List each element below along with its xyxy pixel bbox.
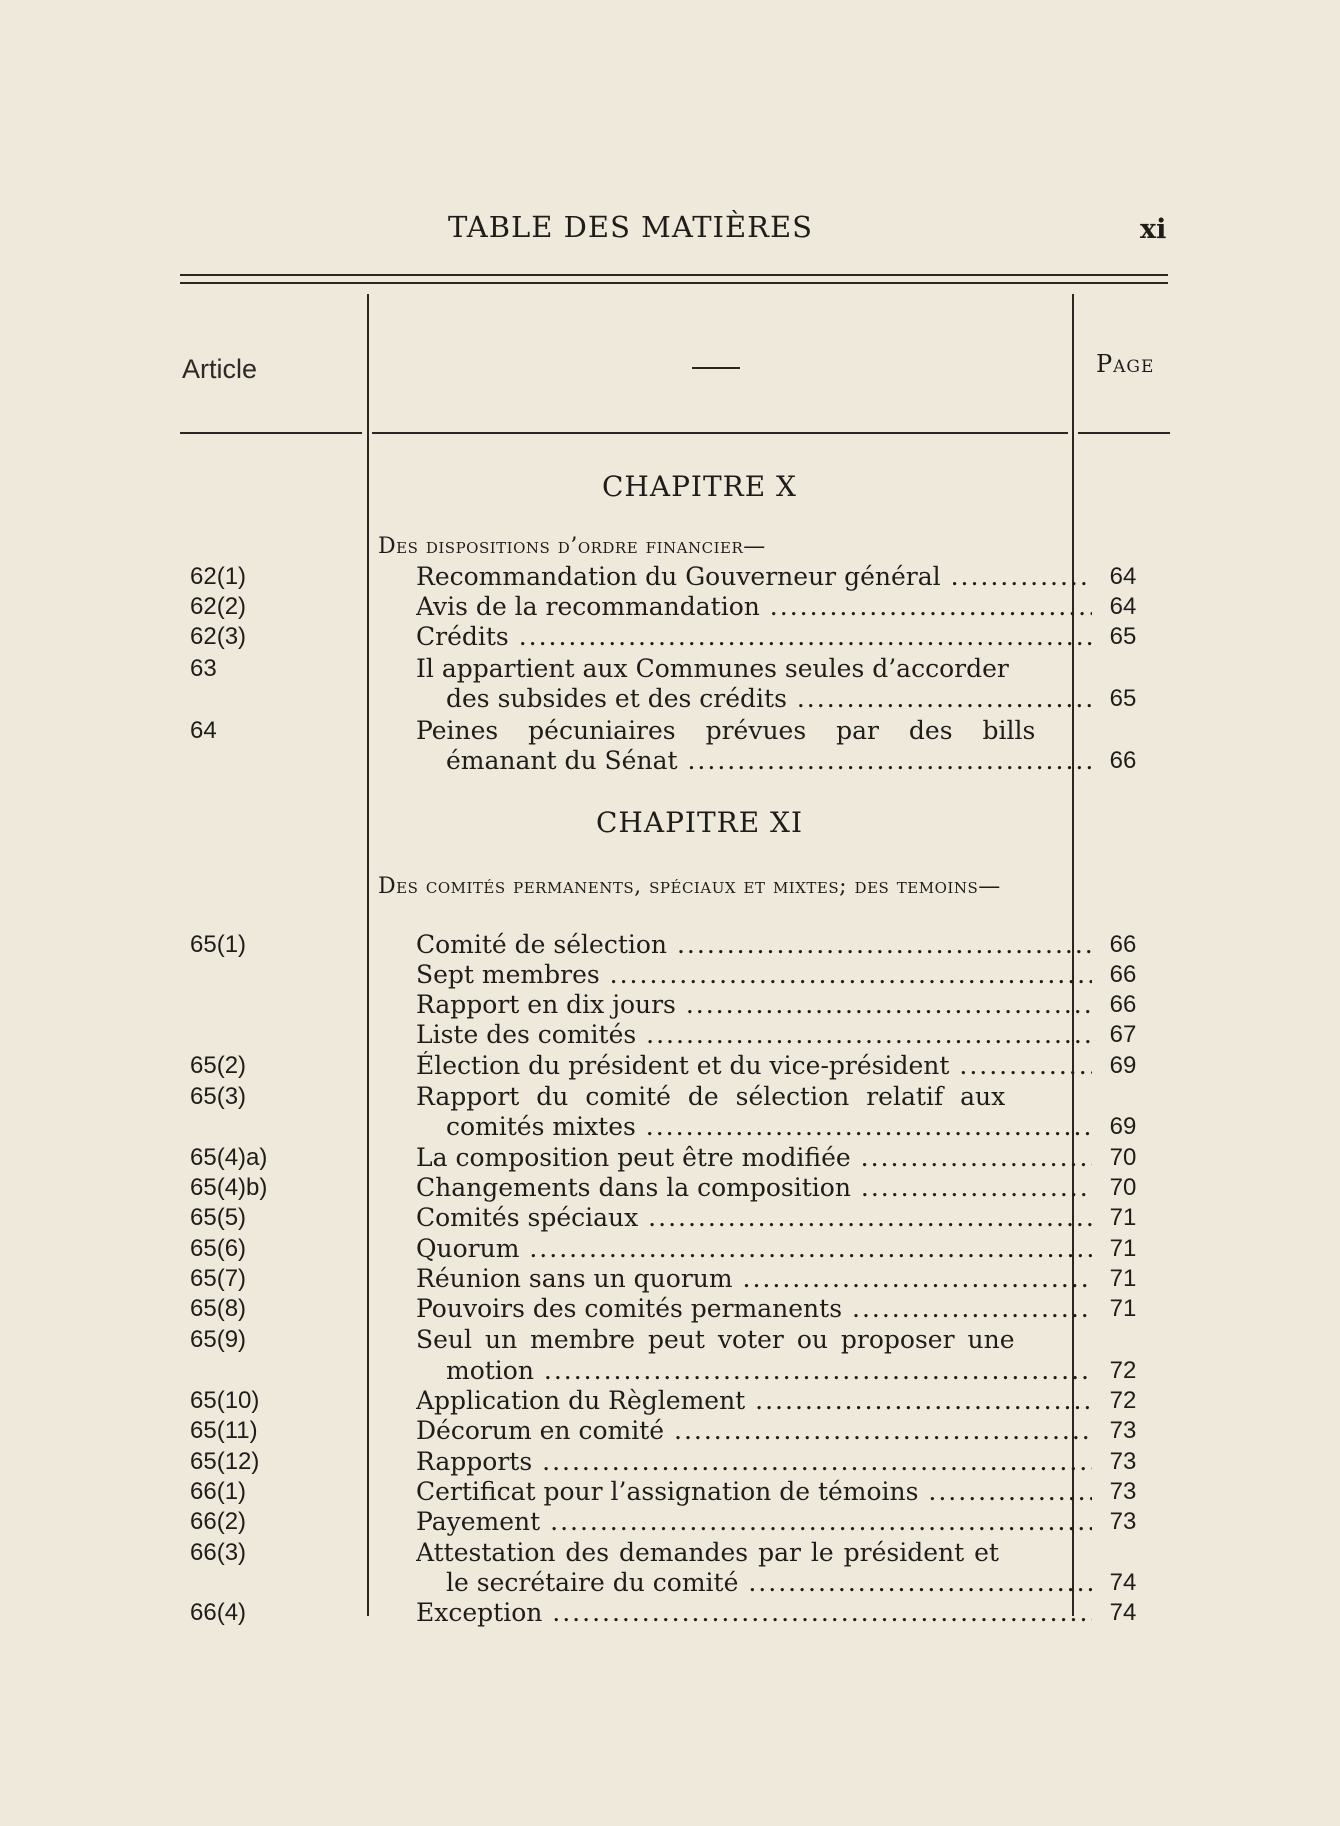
toc-row: [180, 622, 1170, 652]
page-number: 72: [1109, 1387, 1137, 1414]
article-number: 66(4): [190, 1599, 247, 1626]
entry-text: émanant du Sénat .....: [446, 746, 1092, 776]
page-number: 71: [1109, 1295, 1137, 1322]
toc-row: [180, 1568, 1170, 1598]
toc-row: [180, 1356, 1170, 1386]
toc-row: [180, 562, 1170, 592]
page-number: 66: [1109, 931, 1137, 958]
entry-text: Sept membres .....: [416, 960, 1092, 990]
page-number: 65: [1109, 685, 1137, 712]
page-number: 66: [1109, 747, 1137, 774]
entry-text: La composition peut être modifiée .....: [416, 1143, 1092, 1173]
article-number: 64: [190, 717, 217, 744]
toc-row: [180, 746, 1170, 776]
toc-row: [180, 716, 1170, 746]
page-number: 64: [1109, 593, 1137, 620]
toc-row: [180, 960, 1170, 990]
article-number: 65(9): [190, 1326, 247, 1353]
toc-row: [180, 592, 1170, 622]
page-number: 74: [1109, 1599, 1137, 1626]
entry-text: comités mixtes .....: [446, 1112, 1092, 1142]
entry-text: Payement .....: [416, 1507, 1092, 1537]
page-number: 71: [1109, 1235, 1137, 1262]
page-number: 71: [1109, 1265, 1137, 1292]
toc-row: [180, 684, 1170, 714]
article-number: 66(3): [190, 1539, 247, 1566]
header-rule-page: [1078, 432, 1170, 434]
toc-row: [180, 1386, 1170, 1416]
entry-text: motion .....: [446, 1356, 1092, 1386]
running-head: TABLE DES MATIÈRES: [448, 210, 814, 244]
article-number: 66(2): [190, 1508, 247, 1535]
toc-row: [180, 1020, 1170, 1050]
article-number: 65(8): [190, 1295, 247, 1322]
entry-text: Certificat pour l’assignation de témoins .....: [416, 1477, 1092, 1507]
article-number: 65(4)b): [190, 1174, 268, 1201]
entry-text: Rapport du comité de sélection relatif aux: [416, 1082, 1006, 1111]
page-number: 72: [1109, 1357, 1137, 1384]
toc-row: [180, 1507, 1170, 1537]
entry-text: Attestation des demandes par le président et: [416, 1538, 999, 1567]
entry-text: Crédits .....: [416, 622, 1092, 652]
entry-text: Rapports .....: [416, 1447, 1092, 1477]
toc-row: [180, 1477, 1170, 1507]
entry-text: Décorum en comité .....: [416, 1416, 1092, 1446]
entry-text: Liste des comités .....: [416, 1020, 1092, 1050]
entry-text: Réunion sans un quorum .....: [416, 1264, 1092, 1294]
page-number: 71: [1109, 1204, 1137, 1231]
page-number: 73: [1109, 1508, 1137, 1535]
toc-row: [180, 1294, 1170, 1324]
toc-row: [180, 1325, 1170, 1355]
toc-row: [180, 1598, 1170, 1628]
page-number: 73: [1109, 1448, 1137, 1475]
page-number: 70: [1109, 1174, 1137, 1201]
entry-text: Rapport en dix jours .....: [416, 990, 1092, 1020]
page-number: 66: [1109, 961, 1137, 988]
toc-row: [180, 1234, 1170, 1264]
article-number: 65(11): [190, 1417, 258, 1444]
column-header-dash: [692, 367, 740, 369]
article-number: 65(6): [190, 1235, 247, 1262]
column-header-page: Page: [1096, 350, 1155, 378]
toc-row: [180, 1264, 1170, 1294]
article-number: 62(3): [190, 623, 247, 650]
entry-text: Recommandation du Gouverneur général .....: [416, 562, 1092, 592]
article-number: 62(2): [190, 593, 247, 620]
entry-text: Changements dans la composition .....: [416, 1173, 1092, 1203]
page-number: 64: [1109, 563, 1137, 590]
entry-text: Comité de sélection .....: [416, 930, 1092, 960]
entry-text: Application du Règlement .....: [416, 1386, 1092, 1416]
chapter-title: CHAPITRE X: [602, 470, 797, 503]
page-folio: xi: [1140, 214, 1167, 245]
entry-text: Élection du président et du vice-président .....: [416, 1051, 1092, 1081]
toc-row: [180, 1416, 1170, 1446]
toc-row: [180, 1051, 1170, 1081]
article-number: 65(5): [190, 1204, 247, 1231]
article-number: 62(1): [190, 563, 247, 590]
double-rule-upper: [180, 274, 1168, 276]
page-number: 74: [1109, 1569, 1137, 1596]
header-rule-article: [180, 432, 362, 434]
article-number: 63: [190, 655, 217, 682]
page-number: 73: [1109, 1417, 1137, 1444]
entry-text: Quorum .....: [416, 1234, 1092, 1264]
toc-row: [180, 1082, 1170, 1112]
entry-text: des subsides et des crédits .....: [446, 684, 1092, 714]
section-heading: Des dispositions d’ordre financier—: [378, 534, 766, 559]
entry-text: Comités spéciaux .....: [416, 1203, 1092, 1233]
entry-text: le secrétaire du comité .....: [446, 1568, 1092, 1598]
toc-row: [180, 1447, 1170, 1477]
toc-row: [180, 1143, 1170, 1173]
article-number: 65(2): [190, 1052, 247, 1079]
page-number: 73: [1109, 1478, 1137, 1505]
entry-text: Pouvoirs des comités permanents .....: [416, 1294, 1092, 1324]
toc-row: [180, 1112, 1170, 1142]
page-number: 70: [1109, 1144, 1137, 1171]
entry-text: Avis de la recommandation .....: [416, 592, 1092, 622]
article-number: 65(3): [190, 1083, 247, 1110]
section-heading: Des comités permanents, spéciaux et mixtes; des temoins—: [378, 874, 1001, 899]
article-number: 66(1): [190, 1478, 247, 1505]
page-number: 67: [1109, 1021, 1137, 1048]
article-number: 65(4)a): [190, 1144, 268, 1171]
entry-text: Seul un membre peut voter ou proposer une: [416, 1325, 1015, 1354]
page-number: 65: [1109, 623, 1137, 650]
double-rule-lower: [180, 282, 1168, 284]
entry-text: Peines pécuniaires prévues par des bills: [416, 716, 1036, 745]
article-number: 65(1): [190, 931, 247, 958]
page-number: 66: [1109, 991, 1137, 1018]
chapter-title: CHAPITRE XI: [596, 806, 804, 839]
toc-row: [180, 990, 1170, 1020]
toc-row: [180, 1203, 1170, 1233]
article-number: 65(12): [190, 1448, 260, 1475]
toc-row: [180, 1173, 1170, 1203]
page-number: 69: [1109, 1052, 1137, 1079]
page-number: 69: [1109, 1113, 1137, 1140]
header-rule-middle: [372, 432, 1068, 434]
toc-row: [180, 1538, 1170, 1568]
article-number: 65(7): [190, 1265, 247, 1292]
toc-row: [180, 930, 1170, 960]
article-number: 65(10): [190, 1387, 260, 1414]
entry-text: Il appartient aux Communes seules d’accorder: [416, 654, 1009, 683]
toc-row: [180, 654, 1170, 684]
column-header-article: Article: [182, 354, 258, 384]
entry-text: Exception .....: [416, 1598, 1092, 1628]
